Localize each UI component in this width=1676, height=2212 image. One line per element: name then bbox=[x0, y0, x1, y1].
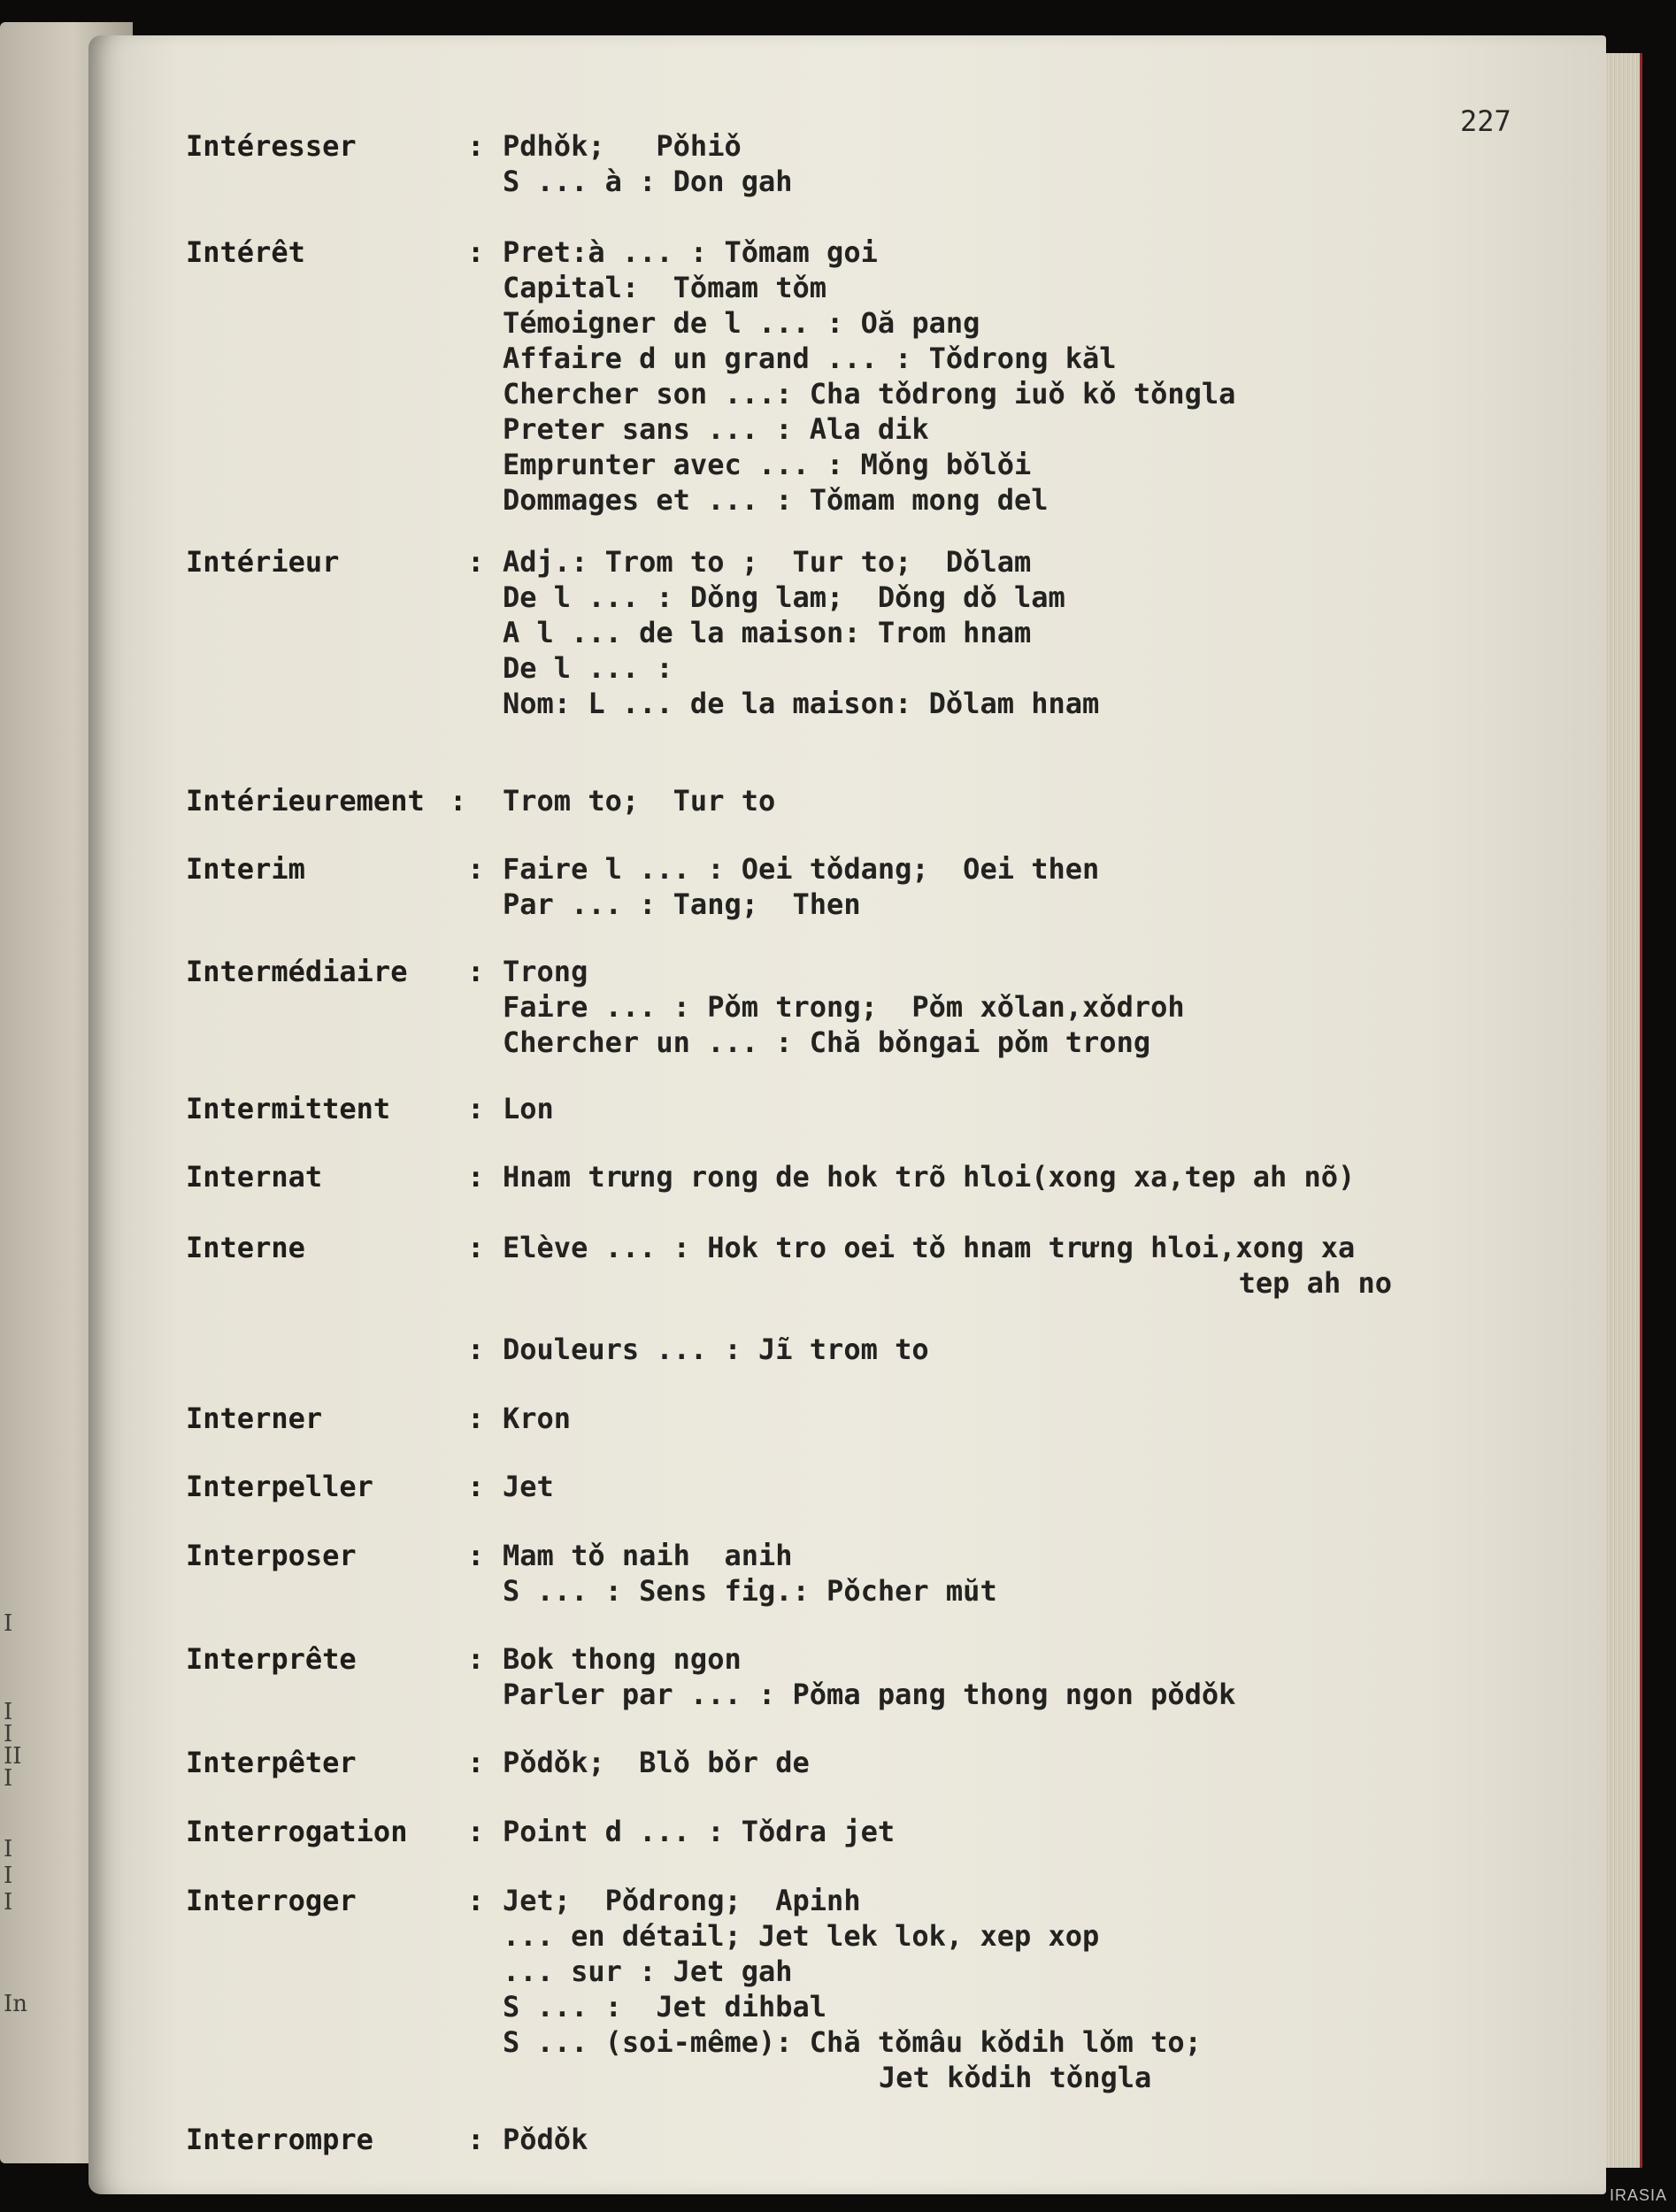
entry-headword: Interpeller bbox=[186, 1470, 373, 1503]
entry-definitions bbox=[503, 1814, 1538, 1849]
entry-colon: : bbox=[450, 784, 467, 818]
entry-colon: : bbox=[467, 1746, 485, 1779]
definition-line: Bok thong ngon bbox=[503, 1642, 742, 1676]
entry-headword: Intéresser bbox=[186, 129, 357, 163]
entry-headword: Interroger bbox=[186, 1884, 357, 1917]
entry-colon: : bbox=[467, 235, 485, 269]
definition-line: Jet; Pǒdrong; Apinh bbox=[503, 1884, 861, 1917]
definition-line: S ... (soi-même): Chă tǒmâu kǒdih lǒm to; bbox=[503, 2025, 1202, 2059]
definition-line: Douleurs ... : Jĩ trom to bbox=[503, 1333, 929, 1366]
definition-line: ... en détail; Jet lek lok, xep xop bbox=[503, 1919, 1100, 1953]
watermark: IRASIA bbox=[1609, 2186, 1667, 2204]
entry-headword: Interrogation bbox=[186, 1815, 408, 1848]
definition-line: Pdhǒk; Pǒhiǒ bbox=[503, 129, 742, 163]
entry-definitions bbox=[503, 234, 1538, 518]
entry-colon: : bbox=[467, 2123, 485, 2156]
definition-line: Hnam trưng rong de hok trõ hloi(xong xa,tep ah nõ) bbox=[503, 1160, 1356, 1194]
definition-line: S ... : Sens fig.: Pǒcher mŭt bbox=[503, 1574, 997, 1608]
definition-line: Dommages et ... : Tǒmam mong del bbox=[503, 483, 1049, 517]
definition-line: S ... : Jet dihbal bbox=[503, 1990, 827, 2024]
definition-line: S ... à : Don gah bbox=[503, 165, 793, 198]
definition-line: Lon bbox=[503, 1092, 554, 1125]
definition-line: Point d ... : Tǒdra jet bbox=[503, 1815, 896, 1848]
entry-colon: : bbox=[467, 1642, 485, 1676]
entry-definitions bbox=[503, 1883, 1538, 2095]
entry-colon: : bbox=[467, 1470, 485, 1503]
definition-line: Pǒdǒk; Blǒ bǒr de bbox=[503, 1746, 810, 1779]
definition-line: Pǒdǒk bbox=[503, 2123, 588, 2156]
entry-colon: : bbox=[467, 1884, 485, 1917]
entry-colon: : bbox=[467, 1092, 485, 1125]
entry-colon: : bbox=[467, 1815, 485, 1848]
margin-fragment: I bbox=[4, 1699, 13, 1725]
definition-line: Adj.: Trom to ; Tur to; Dǒlam bbox=[503, 545, 1032, 579]
margin-fragment: I bbox=[4, 1836, 13, 1863]
entry-definitions bbox=[503, 954, 1538, 1060]
definition-line: Mam tǒ naih anih bbox=[503, 1539, 793, 1572]
entry-colon: : bbox=[467, 955, 485, 988]
definition-line: Emprunter avec ... : Mǒng bǒlǒi bbox=[503, 448, 1032, 481]
definition-line: A l ... de la maison: Trom hnam bbox=[503, 616, 1032, 649]
margin-fragment: I bbox=[4, 1889, 13, 1916]
entry-definitions bbox=[503, 1230, 1538, 1301]
margin-fragment: I bbox=[4, 1863, 13, 1889]
entry-definitions bbox=[503, 1469, 1538, 1504]
entry-definitions bbox=[503, 1641, 1538, 1712]
entry-headword: Intermédiaire bbox=[186, 955, 408, 988]
definition-line: Elève ... : Hok tro oei tǒ hnam trưng hloi,xong xa bbox=[503, 1231, 1356, 1264]
entry-headword: Interne bbox=[186, 1231, 305, 1264]
entry-colon: : bbox=[467, 852, 485, 886]
entry-headword: Intérêt bbox=[186, 235, 305, 269]
entry-colon: : bbox=[467, 129, 485, 163]
definition-line: Affaire d un grand ... : Tǒdrong kăl bbox=[503, 342, 1117, 375]
definition-line: Capital: Tǒmam tǒm bbox=[503, 271, 827, 304]
entry-headword: Interposer bbox=[186, 1539, 357, 1572]
margin-fragment: I bbox=[4, 1765, 13, 1792]
entry-definitions bbox=[503, 1159, 1538, 1194]
definition-line: tep ah no bbox=[1238, 1266, 1392, 1300]
definition-line: Jet kǒdih tǒngla bbox=[879, 2061, 1152, 2094]
entry-definitions bbox=[503, 544, 1538, 721]
entry-headword: Interim bbox=[186, 852, 305, 886]
entry-definitions bbox=[503, 1538, 1538, 1609]
entry-headword: Interner bbox=[186, 1402, 323, 1435]
entry-definitions bbox=[503, 1401, 1538, 1436]
definition-line: Jet bbox=[503, 1470, 554, 1503]
definition-line: Faire l ... : Oei tǒdang; Oei then bbox=[503, 852, 1100, 886]
entry-definitions bbox=[503, 1745, 1538, 1780]
definition-line: De l ... : bbox=[503, 651, 673, 685]
page-number: 227 bbox=[1460, 104, 1511, 138]
definition-line: De l ... : Dǒng lam; Dǒng dǒ lam bbox=[503, 580, 1065, 614]
margin-fragment: I bbox=[4, 1610, 13, 1637]
definition-line: Parler par ... : Pǒma pang thong ngon pǒdǒk bbox=[503, 1678, 1236, 1711]
definition-line: Chercher un ... : Chă bǒngai pǒm trong bbox=[503, 1025, 1151, 1059]
definition-line: Kron bbox=[503, 1402, 572, 1435]
margin-fragment: In bbox=[4, 1991, 28, 2017]
entry-colon: : bbox=[467, 1402, 485, 1435]
entry-colon: : bbox=[467, 1333, 485, 1366]
entry-definitions bbox=[503, 1091, 1538, 1126]
definition-line: Témoigner de l ... : Oă pang bbox=[503, 306, 980, 340]
entry-headword: Intermittent bbox=[186, 1092, 391, 1125]
definition-line: Trong bbox=[503, 955, 588, 988]
margin-fragment: II bbox=[4, 1743, 22, 1770]
definition-line: Par ... : Tang; Then bbox=[503, 887, 861, 921]
entry-headword: Internat bbox=[186, 1160, 323, 1194]
entry-colon: : bbox=[467, 1160, 485, 1194]
entry-headword: Intérieur bbox=[186, 545, 340, 579]
definition-line: Faire ... : Pǒm trong; Pǒm xǒlan,xǒdroh bbox=[503, 990, 1185, 1024]
entry-colon: : bbox=[467, 545, 485, 579]
entry-definitions bbox=[503, 128, 1538, 199]
entry-definitions bbox=[503, 783, 1538, 818]
entry-headword: Interpêter bbox=[186, 1746, 357, 1779]
definition-line: Chercher son ...: Cha tǒdrong iuǒ kǒ tǒngla bbox=[503, 377, 1236, 411]
definition-line: Trom to; Tur to bbox=[503, 784, 776, 818]
entry-definitions bbox=[503, 2122, 1538, 2157]
entry-headword: Interrompre bbox=[186, 2123, 373, 2156]
entry-colon: : bbox=[467, 1539, 485, 1572]
entry-definitions bbox=[503, 1332, 1538, 1367]
entry-colon: : bbox=[467, 1231, 485, 1264]
entry-definitions bbox=[503, 851, 1538, 922]
margin-fragment: I bbox=[4, 1721, 13, 1747]
definition-line: ... sur : Jet gah bbox=[503, 1955, 793, 1988]
definition-line: Pret:à ... : Tǒmam goi bbox=[503, 235, 878, 269]
definition-line: Preter sans ... : Ala dik bbox=[503, 412, 929, 446]
entry-headword: Intérieurement bbox=[186, 784, 425, 818]
entry-headword: Interprête bbox=[186, 1642, 357, 1676]
definition-line: Nom: L ... de la maison: Dǒlam hnam bbox=[503, 687, 1100, 720]
page-block-edge bbox=[1606, 53, 1642, 2168]
